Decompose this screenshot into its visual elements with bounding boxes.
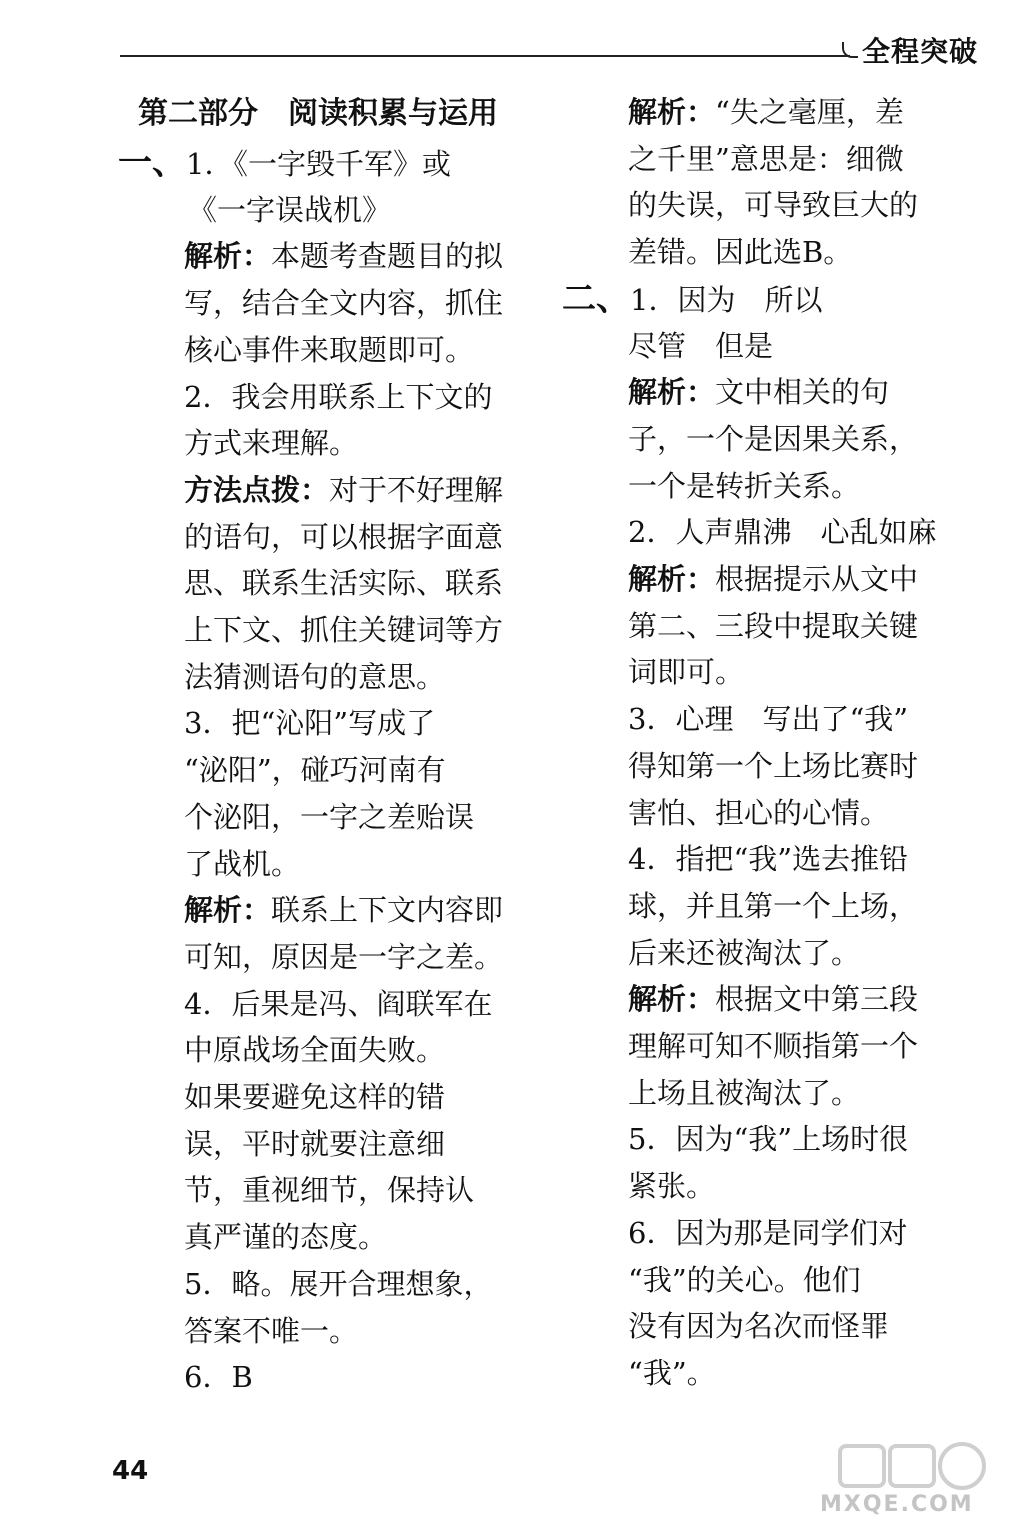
left-column-line: 解析：本题考查题目的拟: [184, 239, 504, 274]
right-column-line: “我”的关心。他们: [628, 1262, 861, 1297]
watermark-text: MXQE.COM: [820, 1492, 974, 1517]
right-column-line: 一个是转折关系。: [628, 468, 861, 503]
right-column-line: 解析：文中相关的句: [628, 375, 890, 410]
left-column-line: 方式来理解。: [184, 426, 359, 461]
left-column-line: 解析：联系上下文内容即: [184, 893, 504, 928]
header-title: 全程突破: [862, 35, 979, 68]
right-column-line: 害怕、担心的心情。: [628, 795, 890, 830]
right-column-line: 5．因为“我”上场时很: [628, 1122, 909, 1157]
left-column-line: 可知，原因是一字之差。: [184, 939, 504, 974]
right-column-line: 3．心理 写出了“我”: [628, 702, 909, 737]
right-column-line: 子，一个是因果关系，: [628, 421, 919, 456]
right-column-line: 解析：根据提示从文中: [628, 562, 919, 596]
watermark: [820, 1440, 1010, 1530]
right-column-line: 后来还被淘汰了。: [628, 935, 861, 970]
left-column-line: 了战机。: [184, 846, 301, 881]
right-column-line: 词即可。: [628, 655, 745, 690]
header-rule: [120, 55, 850, 57]
right-column-line: 没有因为名次而怪罪: [628, 1309, 890, 1344]
left-column-line: 3．把“沁阳”写成了: [184, 706, 436, 741]
left-column-line: 2．我会用联系上下文的: [184, 379, 493, 414]
right-column-line: 理解可知不顺指第一个: [628, 1029, 919, 1063]
left-column-line: 《一字误战机》: [188, 192, 392, 227]
left-column-line: 写，结合全文内容，抓住: [184, 286, 504, 321]
right-column-line: 第二、三段中提取关键: [628, 608, 919, 643]
left-column-line: “泌阳”，碰巧河南有: [184, 753, 446, 788]
left-column-line: 误，平时就要注意细: [184, 1126, 446, 1161]
left-column-line: 真严谨的态度。: [184, 1220, 388, 1255]
left-column-line: 的语句，可以根据字面意: [184, 519, 504, 554]
right-column-line: 紧张。: [628, 1169, 716, 1204]
left-column-line: 个泌阳，一字之差贻误: [184, 799, 475, 834]
right-column-line: 解析：“失之毫厘，差: [628, 95, 904, 129]
left-column-line: 4．后果是冯、阎联军在: [184, 986, 493, 1021]
right-column-line: 差错。因此选B。: [628, 235, 853, 270]
watermark-logo-icon: [838, 1440, 988, 1492]
left-column-line: 一、1．《一字毁千军》或: [118, 143, 451, 183]
right-column-line: 4．指把“我”选去推铅: [628, 842, 909, 877]
left-column-line: 方法点拨：对于不好理解: [184, 472, 504, 507]
right-column-line: “我”。: [628, 1355, 716, 1390]
left-column-line: 上下文、抓住关键词等方: [184, 613, 504, 647]
right-column-line: 2．人声鼎沸 心乱如麻: [628, 515, 937, 550]
left-column-line: 核心事件来取题即可。: [184, 332, 475, 367]
left-column-line: 思、联系生活实际、联系: [184, 566, 504, 601]
left-column-line: 5．略。展开合理想象，: [184, 1266, 493, 1301]
left-column-line: 节，重视细节，保持认: [184, 1173, 475, 1208]
right-column-line: 6．因为那是同学们对: [628, 1215, 908, 1250]
left-column-line: 中原战场全面失败。: [184, 1033, 446, 1068]
section-title: 第二部分 阅读积累与运用: [138, 96, 498, 131]
left-column-line: 6．B: [184, 1360, 253, 1395]
left-column-line: 如果要避免这样的错: [184, 1080, 446, 1114]
right-column-line: 上场且被淘汰了。: [628, 1075, 861, 1110]
right-column-line: 的失误，可导致巨大的: [628, 188, 919, 223]
right-column-line: 得知第一个上场比赛时: [628, 748, 919, 783]
right-column-line: 二、1．因为 所以: [562, 278, 823, 319]
right-column-line: 尽管 但是: [628, 328, 774, 363]
left-column-line: 答案不唯一。: [184, 1313, 359, 1348]
right-column-line: 球，并且第一个上场，: [628, 888, 919, 923]
right-column-line: 之千里”意思是：细微: [628, 141, 904, 176]
page-number: 44: [112, 1456, 149, 1486]
right-column-line: 解析：根据文中第三段: [628, 982, 919, 1017]
left-column-line: 法猜测语句的意思。: [184, 659, 446, 694]
